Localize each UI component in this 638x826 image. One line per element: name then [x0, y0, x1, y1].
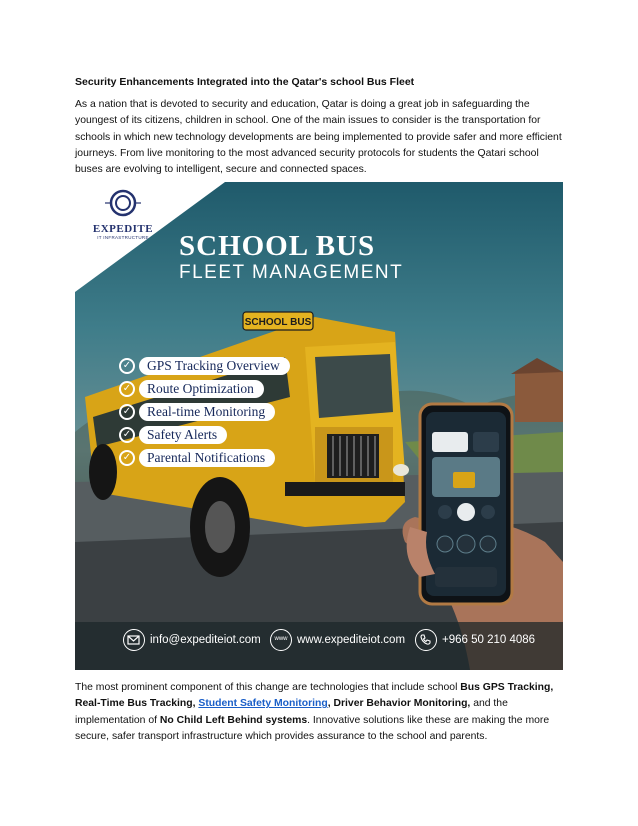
- feature-label: GPS Tracking Overview: [139, 357, 290, 375]
- logo-name: EXPEDITE: [92, 223, 154, 235]
- feature-label: Safety Alerts: [139, 426, 227, 444]
- contact-website[interactable]: [270, 629, 405, 651]
- check-icon: ✓: [119, 450, 135, 466]
- feature-item: [119, 402, 275, 422]
- phone-btn-1: [438, 505, 452, 519]
- mail-icon: [123, 629, 145, 651]
- feature-label: Route Optimization: [139, 380, 264, 398]
- closing-text-1: The most prominent component of this change are technologies that include school: [75, 682, 461, 693]
- banner-subheading: FLEET MANAGEMENT: [179, 262, 404, 283]
- check-icon: ✓: [119, 427, 135, 443]
- phone-btn-2: [457, 503, 475, 521]
- feature-item: [119, 356, 290, 376]
- banner-heading: SCHOOL BUS: [179, 230, 376, 262]
- closing-bold-3: No Child Left Behind systems: [159, 714, 308, 726]
- intro-paragraph: As a nation that is devoted to security and education, Qatar is doing a great job in safeguarding the youngest of its citizens, children in school. One of the main issues to consider is the transportation for schools in which new technology developments are being implemented to provide safer and more efficient journeys. From live monitoring to the most advanced security protocols for students the Qatari school buses are evolving to intelligent, secure and connected spaces.: [75, 99, 562, 176]
- feature-item: [119, 425, 227, 445]
- feature-item: [119, 379, 264, 399]
- house: [515, 372, 563, 422]
- contact-phone[interactable]: [415, 629, 535, 651]
- phone-btn-5: [457, 535, 475, 553]
- closing-text-3: . Innovative solutions like these are making the more secure, safer transport infrastructure which provides assurance to the school and parents.: [75, 714, 550, 742]
- feature-label: Parental Notifications: [139, 449, 275, 467]
- globe-icon: www: [270, 629, 292, 651]
- logo-icon: [103, 188, 143, 218]
- bus-bumper: [285, 482, 405, 496]
- bus-windshield: [315, 354, 393, 418]
- phone-bus-icon: [453, 472, 475, 488]
- grille-lines: [333, 436, 375, 476]
- website-text: www.expediteiot.com: [297, 634, 406, 646]
- bus-grille: [327, 434, 379, 478]
- closing-bold-1: Bus GPS Tracking, Real-Time Bus Tracking,: [75, 682, 554, 710]
- closing-paragraph: [75, 680, 565, 745]
- closing-text-2: and the implementation of: [75, 698, 508, 726]
- phone-text: +966 50 210 4086: [442, 634, 536, 646]
- phone-btn-3: [481, 505, 495, 519]
- check-icon: ✓: [119, 404, 135, 420]
- contact-bar: [75, 626, 563, 656]
- feature-item: [119, 448, 275, 468]
- contact-email[interactable]: [123, 629, 261, 651]
- page-title: Security Enhancements Integrated into the Qatar's school Bus Fleet: [75, 76, 415, 88]
- closing-bold-2: , Driver Behavior Monitoring,: [327, 698, 471, 710]
- check-icon: ✓: [119, 358, 135, 374]
- brand-logo: [83, 188, 163, 240]
- bus-wheel-rear: [89, 444, 117, 500]
- phone-btn-4: [437, 536, 453, 552]
- bus-sign-text: SCHOOL BUS: [244, 317, 312, 328]
- bus-headlight: [393, 464, 409, 476]
- phone-btn-6: [480, 536, 496, 552]
- phone-icon: [415, 629, 437, 651]
- email-text: info@expediteiot.com: [150, 634, 261, 646]
- logo-subtitle: IT INFRASTRUCTURE: [97, 235, 149, 240]
- promo-banner: [75, 182, 563, 670]
- check-icon: ✓: [119, 381, 135, 397]
- feature-label: Real-time Monitoring: [139, 403, 275, 421]
- student-safety-link[interactable]: Student Safety Monitoring: [198, 698, 328, 710]
- house-roof: [511, 358, 563, 374]
- phone-card: [432, 432, 468, 452]
